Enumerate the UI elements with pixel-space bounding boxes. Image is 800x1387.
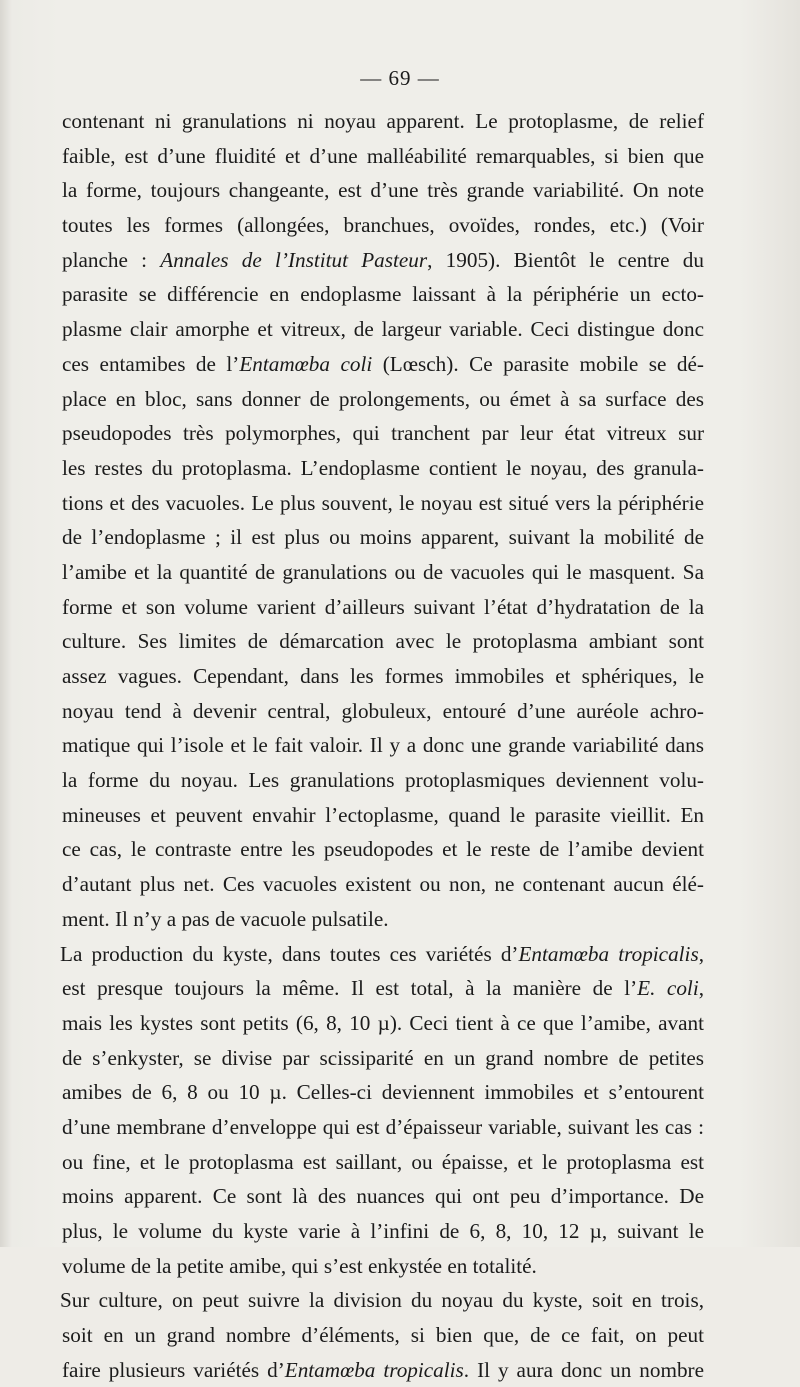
text-line: ment. Il n’y a pas de vacuole pulsatile. <box>62 906 389 931</box>
text-line: faible, est d’une fluidité et d’une malléabilité remarquables, si bien que <box>62 143 704 168</box>
page-number: — 69 — <box>360 66 440 90</box>
text-line: de s’enkyster, se divise par scissiparité en un grand nombre de petites <box>62 1045 704 1070</box>
text-line: moins apparent. Ce sont là des nuances qui ont peu d’importance. De <box>62 1184 704 1209</box>
text-line: de l’endoplasme ; il est plus ou moins apparent, suivant la mobilité de <box>62 525 704 550</box>
text-line: faire plusieurs variétés d’Entamœba tropicalis. Il y aura donc un nombre <box>62 1357 704 1382</box>
text-line: d’une membrane d’enveloppe qui est d’épaisseur variable, suivant les cas : <box>62 1114 704 1139</box>
text-line: planche : Annales de l’Institut Pasteur, 1905). Bientôt le centre du <box>62 247 704 272</box>
text-line: place en bloc, sans donner de prolongements, ou émet à sa surface des <box>62 386 704 411</box>
text-line: ces entamibes de l’Entamœba coli (Lœsch). Ce parasite mobile se dé- <box>62 351 704 376</box>
text-line: mais les kystes sont petits (6, 8, 10 µ). Ceci tient à ce que l’amibe, avant <box>62 1010 704 1035</box>
text-line: tions et des vacuoles. Le plus souvent, le noyau est situé vers la périphérie <box>62 490 704 515</box>
text-line: est presque toujours la même. Il est total, à la manière de l’E. coli, <box>62 976 704 1001</box>
text-line: ce cas, le contraste entre les pseudopodes et le reste de l’amibe devient <box>62 837 704 862</box>
text-line: plasme clair amorphe et vitreux, de largeur variable. Ceci distingue donc <box>62 317 704 342</box>
text-line: contenant ni granulations ni noyau apparent. Le protoplasme, de relief <box>62 109 704 133</box>
text-line: amibes de 6, 8 ou 10 µ. Celles-ci deviennent immobiles et s’entourent <box>62 1080 704 1105</box>
text-line: la forme, toujours changeante, est d’une très grande variabilité. On note <box>62 178 704 203</box>
text-line: parasite se différencie en endoplasme laissant à la périphérie un ecto- <box>62 282 704 307</box>
text-line: toutes les formes (allongées, branchues, ovoïdes, rondes, etc.) (Voir <box>62 213 704 238</box>
text-line: la forme du noyau. Les granulations protoplasmiques deviennent volu- <box>62 768 704 793</box>
text-line: d’autant plus net. Ces vacuoles existent ou non, ne contenant aucun élé- <box>62 872 704 897</box>
text-line: ou fine, et le protoplasma est saillant, ou épaisse, et le protoplasma est <box>62 1149 704 1174</box>
text-line: mineuses et peuvent envahir l’ectoplasme, quand le parasite vieillit. En <box>62 802 704 827</box>
text-line: pseudopodes très polymorphes, qui tranchent par leur état vitreux sur <box>62 421 704 446</box>
text-line: soit en un grand nombre d’éléments, si bien que, de ce fait, on peut <box>62 1323 704 1348</box>
text-line: forme et son volume varient d’ailleurs suivant l’état d’hydratation de la <box>62 594 704 619</box>
text-line: noyau tend à devenir central, globuleux, entouré d’une auréole achro- <box>62 698 704 723</box>
text-line: volume de la petite amibe, qui s’est enkystée en totalité. <box>62 1253 537 1278</box>
text-line: culture. Ses limites de démarcation avec le protoplasma ambiant sont <box>62 629 704 654</box>
text-line: Sur culture, on peut suivre la division du noyau du kyste, soit en trois, <box>60 1288 704 1313</box>
text-line: matique qui l’isole et le fait valoir. Il y a donc une grande variabilité dans <box>62 733 704 758</box>
text-line: l’amibe et la quantité de granulations ou de vacuoles qui le masquent. Sa <box>62 559 704 584</box>
text-line: plus, le volume du kyste varie à l’infini de 6, 8, 10, 12 µ, suivant le <box>62 1219 704 1243</box>
body-text <box>62 104 704 1387</box>
text-line: les restes du protoplasma. L’endoplasme contient le noyau, des granula- <box>62 455 704 480</box>
text-line: La production du kyste, dans toutes ces variétés d’Entamœba tropicalis, <box>60 941 704 966</box>
text-line: assez vagues. Cependant, dans les formes immobiles et sphériques, le <box>62 664 704 688</box>
